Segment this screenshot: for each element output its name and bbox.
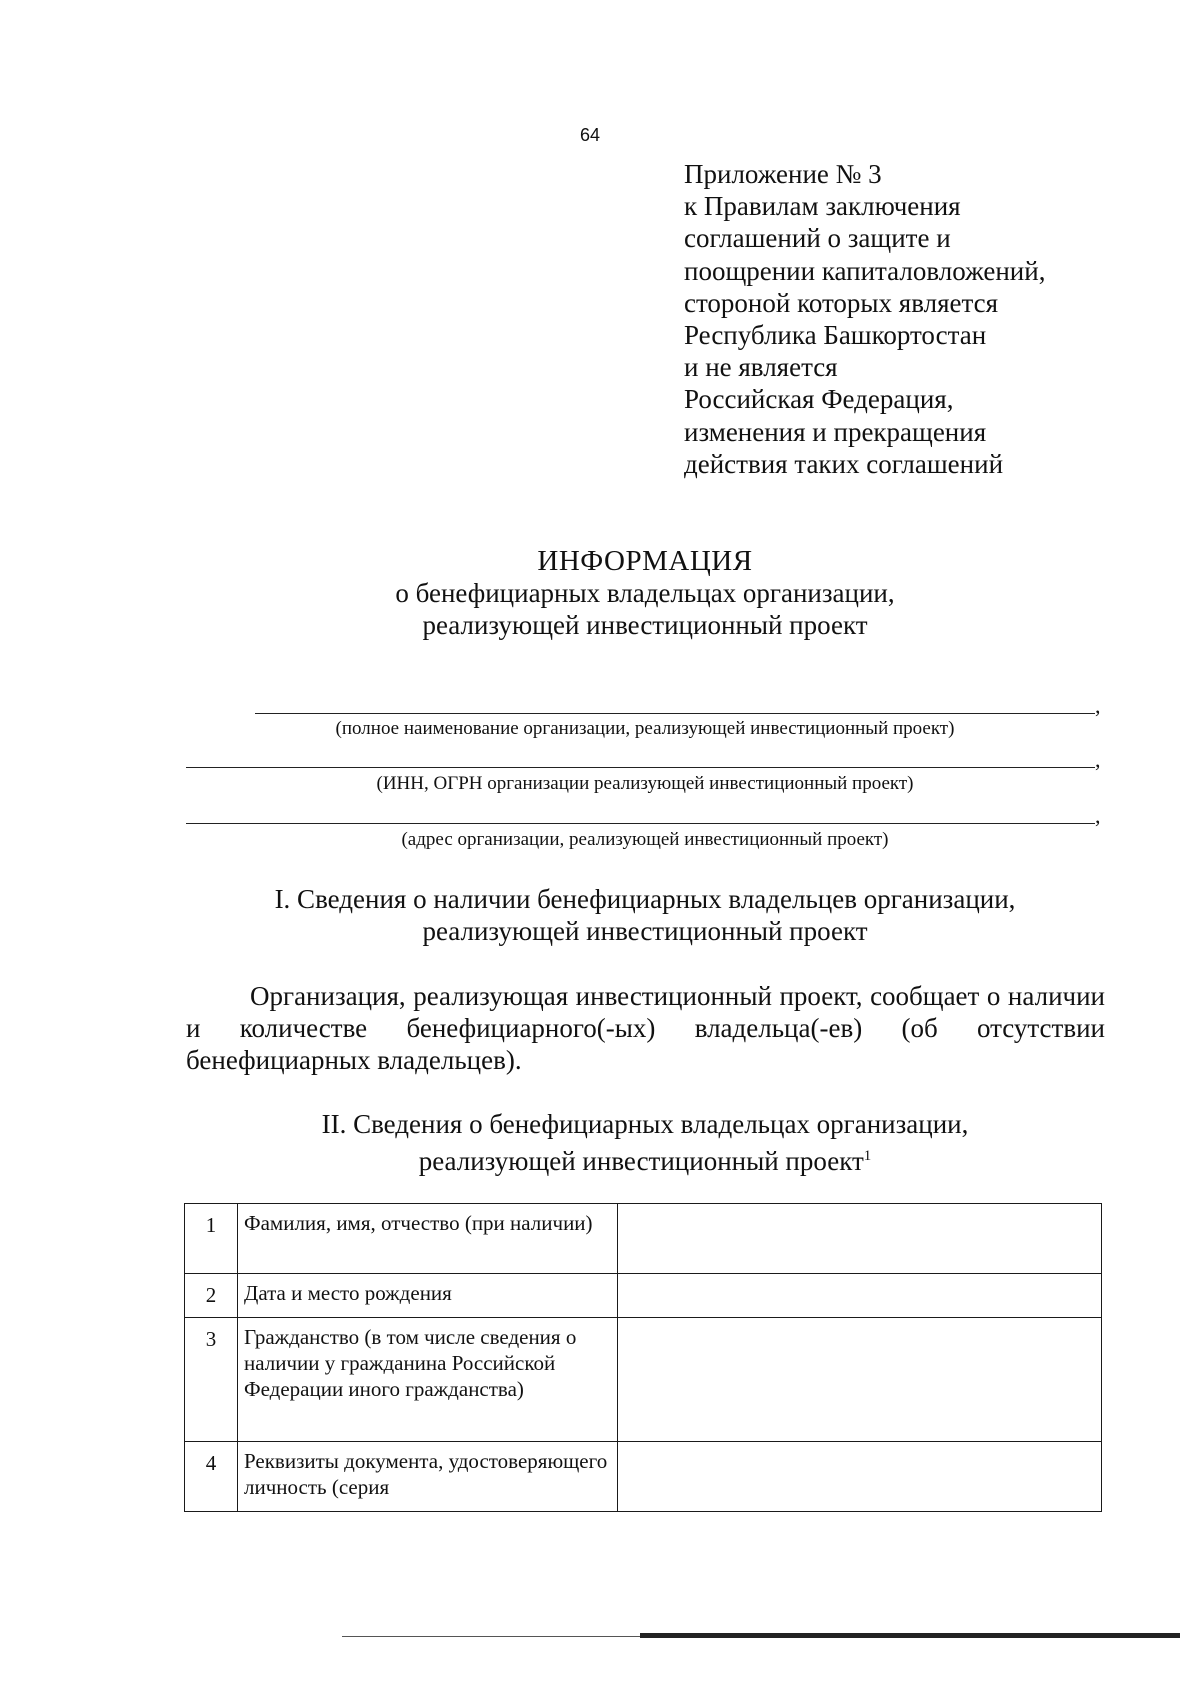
appendix-line: поощрении капиталовложений, xyxy=(684,255,1046,286)
document-title xyxy=(180,545,1110,641)
appendix-line: изменения и прекращения xyxy=(684,416,987,447)
address-field-caption: (адрес организации, реализующей инвестиционный проект) xyxy=(401,829,889,850)
appendix-line: действия таких соглашений xyxy=(684,448,1004,479)
org-name-field-line[interactable] xyxy=(255,713,1095,714)
appendix-line: соглашений о защите и xyxy=(684,223,951,254)
title-main: ИНФОРМАЦИЯ xyxy=(537,545,753,577)
row-label: Гражданство (в том числе сведения о наличии у гражданина Российской Федерации иного гражданства) xyxy=(238,1318,618,1442)
row-number: 1 xyxy=(185,1204,238,1274)
beneficiary-table xyxy=(184,1203,1102,1512)
footnote-mark: 1 xyxy=(863,1148,872,1164)
row-value-cell[interactable] xyxy=(618,1274,1102,1318)
org-name-field-caption: (полное наименование организации, реализующей инвестиционный проект) xyxy=(335,718,955,739)
page-number: 64 xyxy=(579,125,601,145)
appendix-line: Приложение № 3 xyxy=(684,159,882,189)
table-row xyxy=(185,1274,1102,1318)
row-value-cell[interactable] xyxy=(618,1318,1102,1442)
section-1-title-line-1: I. Сведения о наличии бенефициарных владельцев организации, xyxy=(274,884,1016,914)
section-1-paragraph-text: Организация, реализующая инвестиционный проект, сообщает о наличии и количестве бенефициарного(-ых) владельца(-ев) (об отсутствии бенефициарных владельцев). xyxy=(186,981,1105,1075)
appendix-line: стороной которых является xyxy=(684,287,999,318)
table-row xyxy=(185,1204,1102,1274)
section-1-title xyxy=(180,883,1110,947)
inn-ogrn-field-line[interactable] xyxy=(186,767,1095,768)
appendix-reference xyxy=(684,158,1154,480)
title-subtitle-line-1: о бенефициарных владельцах организации, xyxy=(395,578,895,608)
row-number: 4 xyxy=(185,1442,238,1512)
footnote-separator-bar xyxy=(640,1633,1180,1638)
section-2-title-line-1: II. Сведения о бенефициарных владельцах организации, xyxy=(321,1109,969,1139)
inn-ogrn-field-caption: (ИНН, ОГРН организации реализующей инвестиционный проект) xyxy=(376,773,914,794)
appendix-line: Республика Башкортостан xyxy=(684,320,987,351)
org-name-field-comma: , xyxy=(1095,693,1101,718)
row-value-cell[interactable] xyxy=(618,1442,1102,1512)
row-label: Реквизиты документа, удостоверяющего личность (серия xyxy=(238,1442,618,1512)
section-2-title-line-2-text: реализующей инвестиционный проект xyxy=(418,1146,864,1176)
address-field-line[interactable] xyxy=(186,823,1095,824)
row-value-cell[interactable] xyxy=(618,1204,1102,1274)
row-label: Дата и место рождения xyxy=(238,1274,618,1318)
inn-ogrn-field-comma: , xyxy=(1095,747,1101,772)
appendix-line: к Правилам заключения xyxy=(684,191,961,222)
section-2-title-line-2 xyxy=(180,1140,1110,1177)
table-row xyxy=(185,1318,1102,1442)
table-row xyxy=(185,1442,1102,1512)
row-number: 2 xyxy=(185,1274,238,1318)
row-label: Фамилия, имя, отчество (при наличии) xyxy=(238,1204,618,1274)
appendix-line: Российская Федерация, xyxy=(684,384,954,415)
row-number: 3 xyxy=(185,1318,238,1442)
section-2-title xyxy=(180,1108,1110,1177)
section-1-title-line-2: реализующей инвестиционный проект xyxy=(422,916,868,946)
section-1-paragraph xyxy=(186,980,1105,1076)
appendix-line: и не является xyxy=(684,352,838,383)
address-field-comma: , xyxy=(1095,803,1101,828)
title-subtitle-line-2: реализующей инвестиционный проект xyxy=(422,610,868,640)
